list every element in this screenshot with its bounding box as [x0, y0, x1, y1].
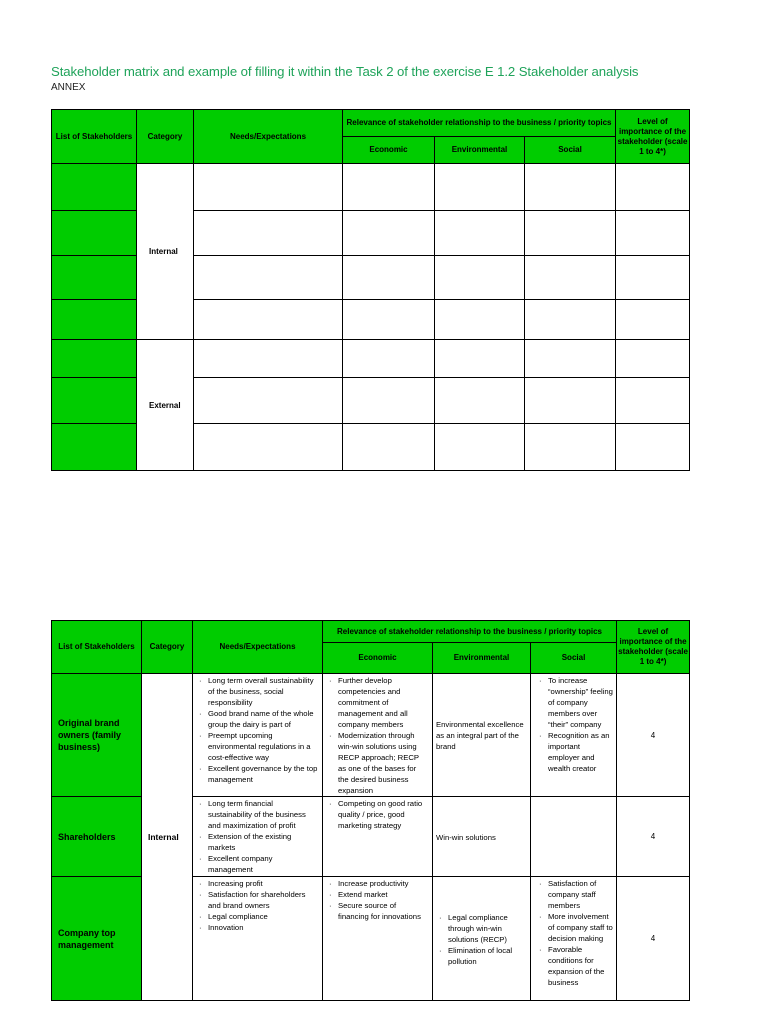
social-cell[interactable]: [525, 164, 616, 211]
list-item: · Favorable conditions for expansion of the business: [548, 944, 613, 988]
table-row: [52, 674, 690, 797]
economic-cell[interactable]: [343, 300, 435, 340]
header-environmental: Environmental: [433, 643, 531, 674]
economic-cell[interactable]: [343, 164, 435, 211]
stakeholder-name: Original brand owners (family business): [52, 674, 142, 797]
stakeholder-matrix-example: [51, 620, 690, 1001]
list-item: · Preempt upcoming environmental regulations in a cost-effective way: [208, 730, 319, 763]
list-item: · Legal compliance: [208, 911, 319, 922]
list-item: · Long term overall sustainability of the business, social responsibility: [208, 675, 319, 708]
stakeholder-cell[interactable]: [52, 378, 137, 424]
header-relevance: Relevance of stakeholder relationship to the business / priority topics: [323, 621, 617, 643]
page-title: Stakeholder matrix and example of filling it within the Task 2 of the exercise E 1.2 Stakeholder analysis: [51, 64, 639, 79]
list-item: · Elimination of local pollution: [448, 945, 527, 967]
category-internal: Internal: [137, 164, 194, 340]
stakeholder-name: Company top management: [52, 877, 142, 1001]
header-relevance: Relevance of stakeholder relationship to the business / priority topics: [343, 110, 616, 137]
social-cell[interactable]: [525, 378, 616, 424]
header-social: Social: [525, 137, 616, 164]
list-item: · More involvement of company staff to decision making: [548, 911, 613, 944]
category-internal: Internal: [142, 674, 193, 1001]
economic-cell[interactable]: [343, 378, 435, 424]
header-needs: Needs/Expectations: [194, 110, 343, 164]
environmental-cell: Environmental excellence as an integral part of the brand: [433, 674, 531, 797]
list-item: · Excellent governance by the top management: [208, 763, 319, 785]
environmental-cell[interactable]: [435, 164, 525, 211]
environmental-cell[interactable]: [435, 424, 525, 471]
level-cell[interactable]: [616, 424, 690, 471]
list-item: · Satisfaction for shareholders and brand owners: [208, 889, 319, 911]
needs-cell[interactable]: [194, 378, 343, 424]
header-needs: Needs/Expectations: [193, 621, 323, 674]
environmental-cell[interactable]: [435, 300, 525, 340]
stakeholder-name: Shareholders: [52, 797, 142, 877]
header-economic: Economic: [343, 137, 435, 164]
list-item: · Legal compliance through win-win solutions (RECP): [448, 912, 527, 945]
stakeholder-cell[interactable]: [52, 300, 137, 340]
stakeholder-cell[interactable]: [52, 164, 137, 211]
list-item: · Extend market: [338, 889, 429, 900]
needs-cell[interactable]: [194, 300, 343, 340]
header-category: Category: [137, 110, 194, 164]
list-item: · Extension of the existing markets: [208, 831, 319, 853]
economic-cell[interactable]: [343, 211, 435, 256]
environmental-cell[interactable]: [435, 211, 525, 256]
needs-cell[interactable]: [194, 164, 343, 211]
list-item: · To increase “ownership” feeling of company members over “their” company: [548, 675, 613, 730]
environmental-cell: Win-win solutions: [433, 797, 531, 877]
stakeholder-cell[interactable]: [52, 211, 137, 256]
needs-cell[interactable]: [194, 340, 343, 378]
header-economic: Economic: [323, 643, 433, 674]
social-cell[interactable]: [525, 424, 616, 471]
environmental-cell[interactable]: [435, 256, 525, 300]
level-cell[interactable]: [616, 256, 690, 300]
header-environmental: Environmental: [435, 137, 525, 164]
list-item: · Modernization through win-win solutions using RECP approach; RECP as one of the bases for the desired business expansion: [338, 730, 429, 796]
annex-label: ANNEX: [51, 82, 86, 93]
economic-cell[interactable]: [343, 256, 435, 300]
header-level: Level of importance of the stakeholder (scale 1 to 4*): [616, 110, 690, 164]
header-level: Level of importance of the stakeholder (scale 1 to 4*): [617, 621, 690, 674]
list-item: · Increasing profit: [208, 878, 319, 889]
stakeholder-matrix-template: [51, 109, 690, 471]
environmental-cell[interactable]: [435, 378, 525, 424]
needs-cell: [193, 877, 323, 1001]
list-item: · Competing on good ratio quality / price, good marketing strategy: [338, 798, 429, 831]
stakeholder-cell[interactable]: [52, 256, 137, 300]
list-item: · Secure source of financing for innovations: [338, 900, 429, 922]
table-row: [52, 340, 690, 378]
level-value: 4: [617, 674, 690, 797]
level-value: 4: [617, 797, 690, 877]
list-item: · Recognition as an important employer and wealth creator: [548, 730, 613, 774]
list-item: · Good brand name of the whole group the dairy is part of: [208, 708, 319, 730]
needs-cell[interactable]: [194, 256, 343, 300]
environmental-cell[interactable]: [435, 340, 525, 378]
level-cell[interactable]: [616, 164, 690, 211]
header-list-of-stakeholders: List of Stakeholders: [52, 621, 142, 674]
list-item: · Further develop competencies and commitment of management and all company members: [338, 675, 429, 730]
list-item: · Long term financial sustainability of the business and maximization of profit: [208, 798, 319, 831]
category-external: External: [137, 340, 194, 471]
level-cell[interactable]: [616, 378, 690, 424]
social-cell[interactable]: [525, 300, 616, 340]
environmental-cell: [433, 877, 531, 1001]
economic-cell: [323, 797, 433, 877]
header-list-of-stakeholders: List of Stakeholders: [52, 110, 137, 164]
stakeholder-cell[interactable]: [52, 424, 137, 471]
social-cell: [531, 674, 617, 797]
level-cell[interactable]: [616, 340, 690, 378]
social-cell: [531, 877, 617, 1001]
list-item: · Increase productivity: [338, 878, 429, 889]
economic-cell: [323, 877, 433, 1001]
level-value: 4: [617, 877, 690, 1001]
list-item: · Innovation: [208, 922, 319, 933]
needs-cell: [193, 674, 323, 797]
social-cell[interactable]: [525, 340, 616, 378]
stakeholder-cell[interactable]: [52, 340, 137, 378]
level-cell[interactable]: [616, 300, 690, 340]
table-row: [52, 164, 690, 211]
header-category: Category: [142, 621, 193, 674]
economic-cell[interactable]: [343, 424, 435, 471]
header-social: Social: [531, 643, 617, 674]
level-cell[interactable]: [616, 211, 690, 256]
needs-cell[interactable]: [194, 424, 343, 471]
economic-cell[interactable]: [343, 340, 435, 378]
economic-cell: [323, 674, 433, 797]
social-cell[interactable]: [525, 256, 616, 300]
list-item: · Excellent company management: [208, 853, 319, 875]
list-item: · Satisfaction of company staff members: [548, 878, 613, 911]
needs-cell[interactable]: [194, 211, 343, 256]
social-cell[interactable]: [525, 211, 616, 256]
social-cell: [531, 797, 617, 877]
needs-cell: [193, 797, 323, 877]
